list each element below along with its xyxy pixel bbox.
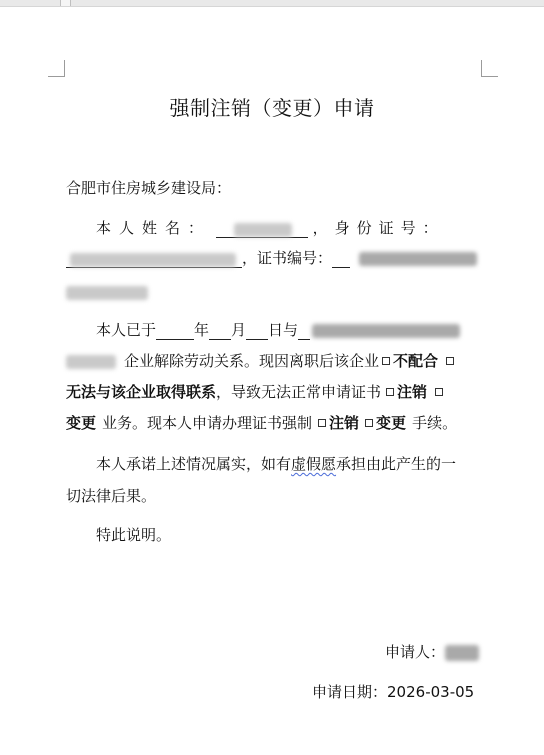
redacted-applicant-signature — [445, 645, 479, 661]
opt-not-cooperate: 不配合 — [393, 352, 439, 370]
checkbox-apply-cancel[interactable] — [386, 388, 394, 396]
document-title: 强制注销（变更）申请 — [169, 96, 375, 120]
para1-line1 — [96, 218, 445, 238]
cert-number-field — [332, 253, 350, 268]
opt-no-contact: 无法与该企业取得联系 — [66, 383, 217, 401]
redacted-cert-number-cont — [66, 286, 148, 300]
month-label: 月 — [231, 321, 247, 339]
procedure-text: 手续。 — [412, 414, 458, 432]
para1-line2 — [66, 248, 477, 268]
redacted-company-cont — [66, 355, 116, 369]
promise-text-flagged[interactable]: 虚假愿 — [291, 455, 337, 473]
year-blank — [156, 325, 194, 340]
end-contract-text: 企业解除劳动关系。现因离职后该企业 — [124, 352, 380, 370]
opt-apply-change: 变更 — [66, 414, 97, 432]
applicant-line — [385, 641, 479, 662]
checkbox-force-change[interactable] — [365, 419, 373, 427]
reason-tail: ，导致无法正常申请证书 — [216, 383, 382, 401]
checkbox-no-contact[interactable] — [446, 357, 454, 365]
para2-line3 — [66, 382, 446, 402]
month-blank — [209, 325, 231, 340]
checkbox-force-cancel[interactable] — [318, 419, 326, 427]
margin-corner-mark — [481, 60, 498, 77]
day-label: 日与 — [268, 321, 299, 339]
ruler-marker[interactable] — [60, 0, 71, 6]
para2-line2 — [66, 351, 457, 371]
promise-text-b: 承担由此产生的一 — [336, 455, 457, 473]
applicant-label: 申请人： — [385, 643, 446, 661]
date-value: 2026-03-05 — [387, 683, 475, 701]
redacted-company — [312, 324, 460, 338]
year-label: 年 — [194, 321, 210, 339]
intro-text: 本人已于 — [96, 321, 157, 339]
checkbox-apply-change[interactable] — [435, 388, 443, 396]
date-label: 申请日期： — [312, 683, 388, 701]
company-blank — [298, 325, 310, 340]
para2-line4 — [66, 413, 457, 433]
checkbox-not-cooperate[interactable] — [382, 357, 390, 365]
redacted-cert-number — [359, 252, 477, 266]
day-blank — [246, 325, 268, 340]
name-label: 本人姓名： — [96, 219, 212, 237]
biz-text: 业务。现本人申请办理证书强制 — [102, 414, 313, 432]
para3-line1 — [96, 454, 456, 474]
para3-line2 — [66, 486, 156, 506]
date-line — [312, 681, 474, 702]
promise-text-a: 本人承诺上述情况属实，如有 — [96, 455, 292, 473]
name-field — [216, 223, 308, 238]
redacted-name — [234, 223, 292, 237]
id-label: ，身份证号： — [312, 219, 445, 237]
addressee: 合肥市住房城乡建设局： — [66, 179, 232, 197]
margin-corner-mark — [48, 60, 65, 77]
para1-line3 — [66, 282, 148, 302]
top-ruler-strip — [0, 0, 544, 7]
opt-apply-cancel: 注销 — [397, 383, 428, 401]
promise-text-c: 切法律后果。 — [66, 487, 157, 505]
opt-force-cancel: 注销 — [329, 414, 360, 432]
cert-label: ，证书编号： — [242, 249, 333, 267]
redacted-id-number — [70, 253, 236, 267]
para2-line1 — [96, 320, 460, 340]
opt-force-change: 变更 — [376, 414, 407, 432]
closing-statement: 特此说明。 — [96, 526, 172, 544]
id-number-field — [66, 253, 242, 268]
